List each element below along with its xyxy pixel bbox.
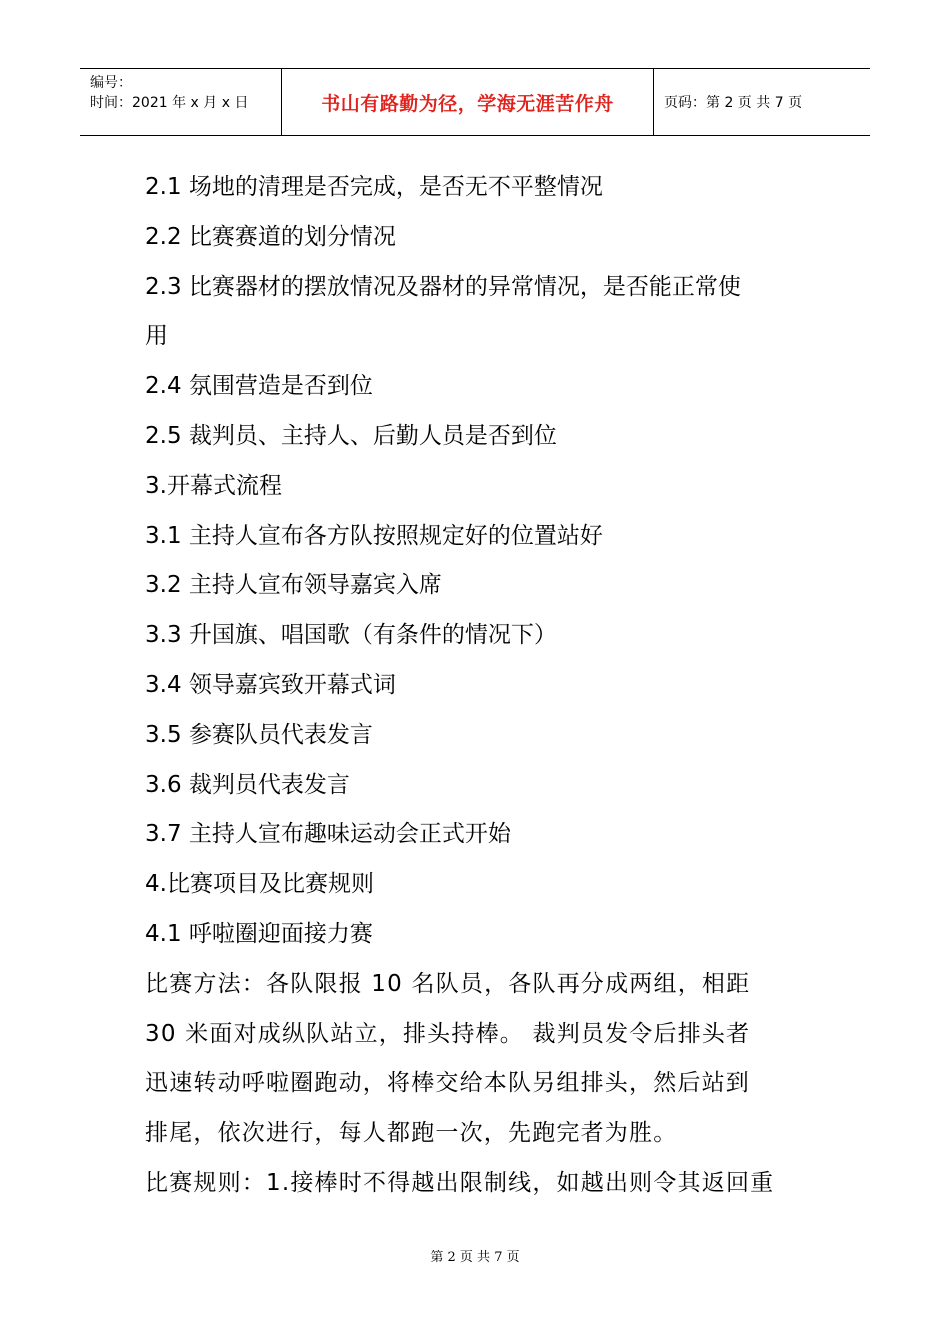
- body-line: 2.3 比赛器材的摆放情况及器材的异常情况，是否能正常使: [145, 273, 741, 300]
- subsection-heading: 4.1 呼啦圈迎面接力赛: [145, 920, 373, 947]
- body-line: 3.5 参赛队员代表发言: [145, 721, 373, 748]
- header-motto: 书山有路勤为径，学海无涯苦作舟: [321, 92, 614, 115]
- body-line: 迅速转动呼啦圈跑动，将棒交给本队另组排头，然后站到: [145, 1070, 750, 1097]
- body-line: 3.4 领导嘉宾致开幕式词: [145, 671, 396, 698]
- body-line: 30 米面对成纵队站立，排头持棒。 裁判员发令后排头者: [145, 1020, 751, 1047]
- body-line: 2.5 裁判员、主持人、后勤人员是否到位: [145, 422, 557, 449]
- body-line: 3.1 主持人宣布各方队按照规定好的位置站好: [145, 522, 603, 549]
- body-line: 比赛方法：各队限报 10 名队员，各队再分成两组，相距: [145, 970, 751, 997]
- section-heading: 4.比赛项目及比赛规则: [145, 871, 374, 898]
- document-number-label: 编号：: [90, 75, 132, 91]
- body-line: 用: [145, 323, 168, 350]
- body-line: 2.1 场地的清理是否完成，是否无不平整情况: [145, 174, 603, 200]
- page-header: [80, 68, 870, 136]
- section-heading: 3.开幕式流程: [145, 472, 282, 499]
- header-meta-cell: [80, 69, 282, 135]
- body-line: 3.3 升国旗、唱国歌（有条件的情况下）: [145, 622, 557, 649]
- header-page-cell: [654, 69, 870, 135]
- body-line: 3.6 裁判员代表发言: [145, 771, 350, 798]
- header-motto-cell: [282, 69, 654, 135]
- body-line: 排尾，依次进行，每人都跑一次，先跑完者为胜。: [145, 1120, 678, 1147]
- body-line: 3.2 主持人宣布领导嘉宾入席: [145, 572, 442, 599]
- footer-page-number: 第 2 页 共 7 页: [430, 1250, 520, 1265]
- body-line: 2.2 比赛赛道的划分情况: [145, 223, 396, 250]
- document-body: [145, 163, 810, 1209]
- body-line: 比赛规则：1.接棒时不得越出限制线，如越出则令其返回重: [145, 1169, 775, 1196]
- header-page-number: 页码：第 2 页 共 7 页: [664, 95, 803, 111]
- body-line: 3.7 主持人宣布趣味运动会正式开始: [145, 821, 511, 848]
- page-footer: [0, 1246, 950, 1265]
- document-time-label: 时间：2021 年 x 月 x 日: [90, 95, 249, 111]
- body-line: 2.4 氛围营造是否到位: [145, 373, 373, 400]
